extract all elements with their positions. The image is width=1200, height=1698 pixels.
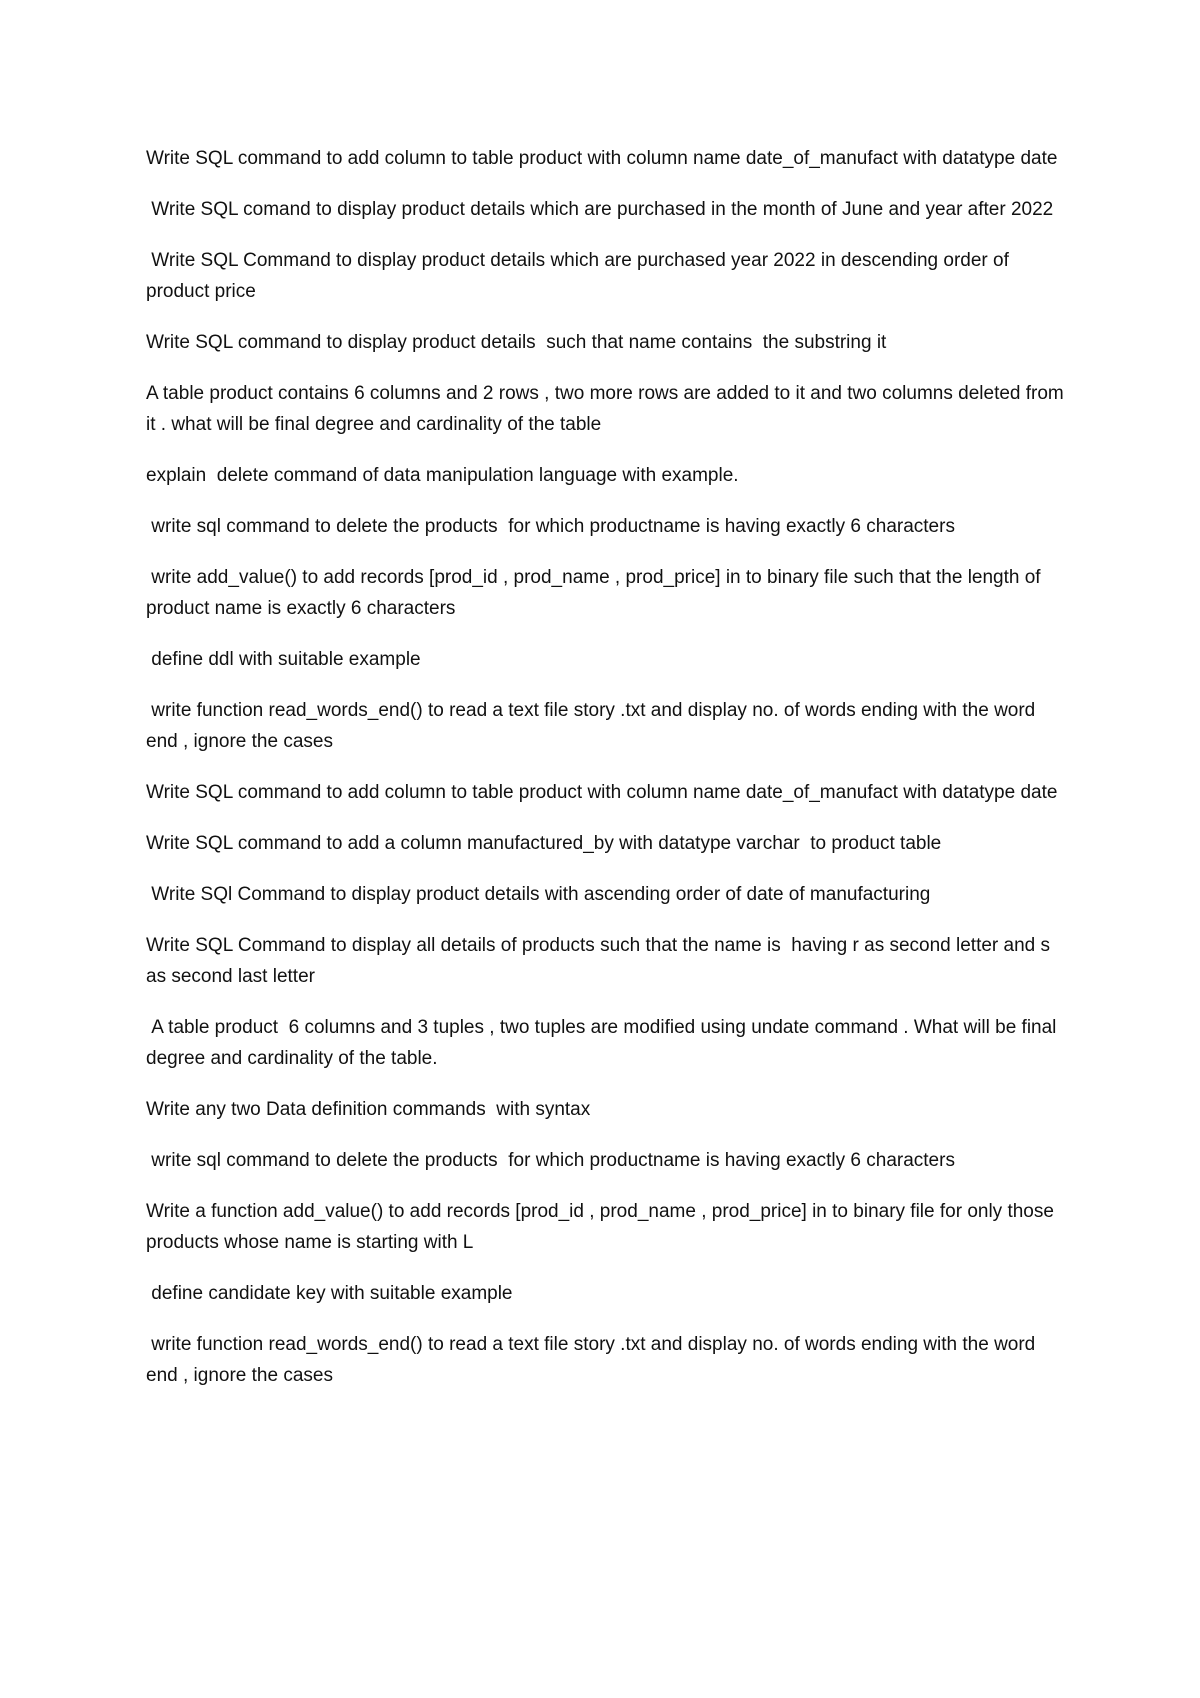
question-paragraph: write sql command to delete the products for which productname is having exactly 6 characters — [146, 516, 955, 537]
question-paragraph: define ddl with suitable example — [146, 649, 421, 670]
question-paragraph: Write a function add_value() to add records [prod_id , prod_name , prod_price] in to binary file for only those products whose name is starting with L — [146, 1201, 1060, 1253]
question-paragraph: Write SQl Command to display product details with ascending order of date of manufacturing — [146, 884, 931, 905]
question-paragraph: Write SQL Command to display all details of products such that the name is having r as second letter and s as second last letter — [146, 935, 1056, 987]
question-list — [146, 143, 1070, 1411]
question-paragraph: explain delete command of data manipulation language with example. — [146, 465, 739, 486]
question-paragraph: Write SQL command to add column to table product with column name date_of_manufact with datatype date — [146, 148, 1058, 169]
question-paragraph: Write SQL command to add column to table product with column name date_of_manufact with datatype date — [146, 782, 1058, 803]
question-paragraph: Write SQL comand to display product details which are purchased in the month of June and year after 2022 — [146, 199, 1054, 220]
question-paragraph: Write SQL Command to display product details which are purchased year 2022 in descending order of product price — [146, 250, 1015, 302]
question-paragraph: Write any two Data definition commands with syntax — [146, 1099, 591, 1120]
question-paragraph: Write SQL command to add a column manufactured_by with datatype varchar to product table — [146, 833, 942, 854]
question-paragraph: Write SQL command to display product details such that name contains the substring it — [146, 332, 887, 353]
question-paragraph: write add_value() to add records [prod_id , prod_name , prod_price] in to binary file such that the length of product name is exactly 6 characters — [146, 567, 1046, 619]
question-paragraph: A table product 6 columns and 3 tuples , two tuples are modified using undate command . What will be final degree and cardinality of the table. — [146, 1017, 1062, 1069]
question-paragraph: write function read_words_end() to read a text file story .txt and display no. of words ending with the word end , ignore the cases — [146, 1334, 1041, 1386]
question-paragraph: write sql command to delete the products for which productname is having exactly 6 characters — [146, 1150, 955, 1171]
question-paragraph: write function read_words_end() to read a text file story .txt and display no. of words ending with the word end , ignore the cases — [146, 700, 1041, 752]
question-paragraph: A table product contains 6 columns and 2 rows , two more rows are added to it and two columns deleted from it . what will be final degree and cardinality of the table — [146, 383, 1070, 435]
question-paragraph: define candidate key with suitable example — [146, 1283, 513, 1304]
